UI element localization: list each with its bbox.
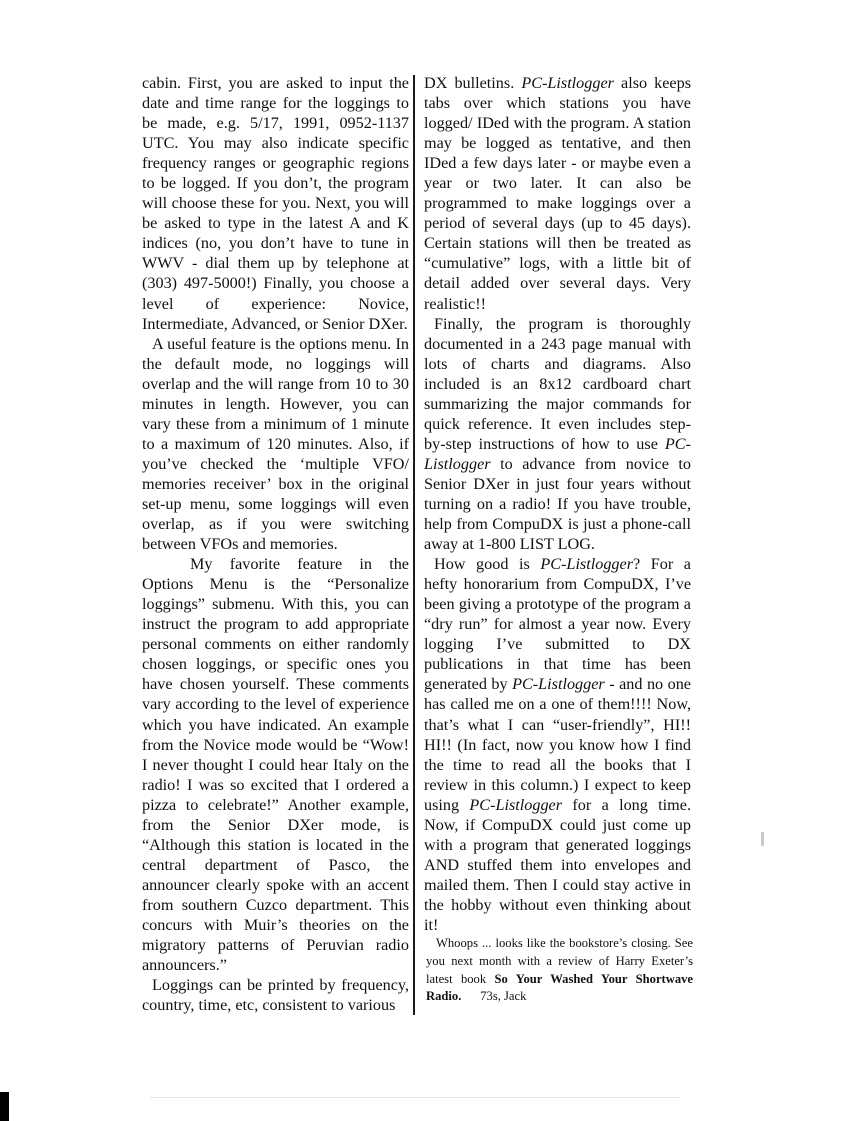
closing-note-text: Whoops ... looks like the bookstore’s closing. See you next month with a review of Harry Exeter’s latest book [426, 936, 693, 986]
paragraph-right-1 [424, 73, 691, 314]
software-title: PC-Listlogger [521, 74, 614, 92]
software-title: PC-Listlogger [469, 795, 563, 814]
text-run: also keeps tabs over which stations you have logged/ IDed with the program. A station may be logged as tentative, and then IDed a few days later - or maybe even a year or two later. It can also be programmed to make loggings over a period of several days (up to 45 days). Certain stations will then be treated as “cumulative” logs, with a little bit of detail added over several days. Very realistic!! [424, 74, 692, 313]
text-run: for a long time. Now, if CompuDX could just come up with a program that generated loggings AND stuffed them into envelopes and mailed them. Then I could stay active in the hobby without even thinking about it! [424, 795, 691, 934]
paragraph-left-1: cabin. First, you are asked to input the date and time range for the loggings to be made, e.g. 5/17, 1991, 0952-1137 UTC. You may also indicate specific frequency ranges or geographic regions to be logged. If you don’t, the program will choose these for you. Next, you will be asked to type in the latest A and K indices (no, you don’t have to tune in WWV - dial them up by telephone at (303) 497-5000!) Finally, you choose a level of experience: Novice, Intermediate, Advanced, or Senior DXer. [142, 74, 409, 333]
left-text-column [142, 73, 409, 1015]
book-title: So Your Washed Your Shortwave Radio. [426, 971, 694, 1004]
software-title: PC-Listlogger [512, 675, 605, 694]
scan-artifact-line [150, 1097, 680, 1098]
closing-note [426, 935, 693, 1006]
text-run: to advance from novice to Senior DXer in just four years without turning on a radio! If you have trouble, help from CompuDX is just a phone-call away at 1-800 LIST LOG. [424, 454, 691, 554]
text-run: ? For a hefty honorarium from CompuDX, I’ve been giving a prototype of the program a “dry run” for almost a year now. Every logging I’ve submitted to DX publications in that time has been generated by [424, 555, 691, 694]
software-title: PC-Listlogger [540, 555, 633, 574]
scan-speck [761, 832, 764, 846]
scan-edge-mark [0, 1092, 9, 1121]
paragraph-right-3 [424, 554, 691, 935]
text-run: DX bulletins. [424, 74, 522, 92]
right-text-column [424, 73, 691, 935]
signoff: 73s, Jack [480, 989, 527, 1004]
text-run: How good is [434, 555, 541, 574]
column-divider [413, 75, 415, 1015]
paragraph-left-2: A useful feature is the options menu. In the default mode, no loggings will overlap and the will range from 10 to 30 minutes in length. However, you can vary these from a minimum of 1 minute to a maximum of 120 minutes. Also, if you’ve checked the ‘multiple VFO/ memories receiver’ box in the original set-up menu, some loggings will even overlap, as if you were switching between VFOs and memories. [142, 334, 409, 554]
software-title: PC-Listlogger [424, 434, 691, 473]
text-run: - and no one has called me on a one of them!!!! Now, that’s what I can “user-friendly”, HI!! HI!! (In fact, now you know how I find the time to read all the books that I review in this column.) I expect to keep using [424, 675, 691, 814]
paragraph-left-4: Loggings can be printed by frequency, country, time, etc, consistent to various [142, 976, 409, 1015]
paragraph-left-3: My favorite feature in the Options Menu is the “Personalize loggings” submenu. With this, you can instruct the program to add appropriate personal comments on either randomly chosen loggings, or specific ones you have chosen yourself. These comments vary according to the level of experience which you have indicated. An example from the Novice mode would be “Wow! I never thought I could hear Italy on the radio! I was so excited that I ordered a pizza to celebrate!” Another example, from the Senior DXer mode, is “Although this station is located in the central department of Pasco, the announcer clearly spoke with an accent from southern Cuzco department. This concurs with Muir’s theories on the migratory patterns of Peruvian radio announcers.” [142, 555, 409, 975]
text-run: Finally, the program is thoroughly documented in a 243 page manual with lots of charts and diagrams. Also included is an 8x12 cardboard chart summarizing the major commands for quick reference. It even includes step-by-step instructions of how to use [424, 314, 691, 453]
paragraph-right-2 [424, 314, 691, 555]
